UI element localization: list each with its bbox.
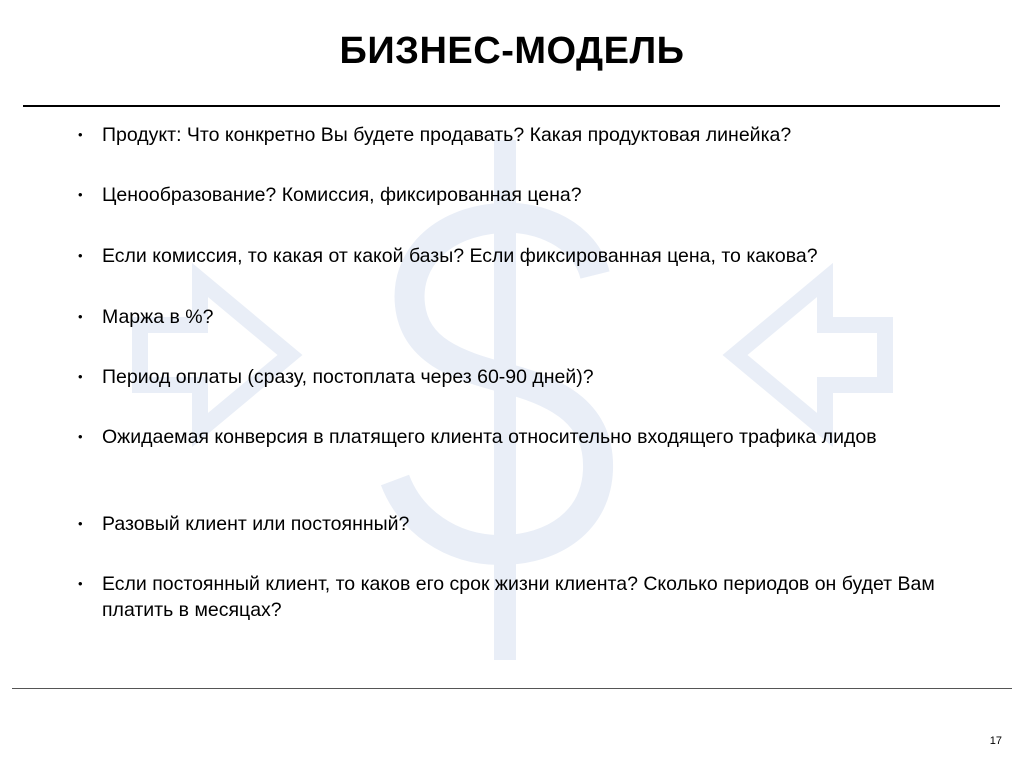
bullet-dot: • xyxy=(78,429,83,444)
title-divider xyxy=(23,105,1000,107)
bullet-dot: • xyxy=(78,576,83,591)
footer-divider xyxy=(12,688,1012,689)
bullet-dot: • xyxy=(78,127,83,142)
bullet-text: Продукт: Что конкретно Вы будете продавать? Какая продуктовая линейка? xyxy=(102,124,792,146)
bullet-text: Если комиссия, то какая от какой базы? Если фиксированная цена, то какова? xyxy=(102,245,818,267)
page-number: 17 xyxy=(989,735,1002,747)
bullet-dot: • xyxy=(78,248,83,263)
bullet-text: Ожидаемая конверсия в платящего клиента относительно входящего трафика лидов xyxy=(102,426,877,448)
bullet-dot: • xyxy=(78,369,83,384)
right-arrow-icon xyxy=(735,280,885,430)
bullet-text: Если постоянный клиент, то каков его срок жизни клиента? Сколько периодов он будет Вам платить в месяцах? xyxy=(102,573,935,621)
bullet-dot: • xyxy=(78,187,83,202)
slide-title: БИЗНЕС-МОДЕЛЬ xyxy=(339,30,685,72)
bullet-text: Период оплаты (сразу, постоплата через 60-90 дней)? xyxy=(102,366,594,388)
bullet-text: Ценообразование? Комиссия, фиксированная цена? xyxy=(102,184,582,206)
bullet-dot: • xyxy=(78,516,83,531)
bullet-dot: • xyxy=(78,309,83,324)
left-arrow-icon xyxy=(140,280,290,430)
bullet-text: Разовый клиент или постоянный? xyxy=(102,513,410,535)
bullet-text: Маржа в %? xyxy=(102,306,214,328)
